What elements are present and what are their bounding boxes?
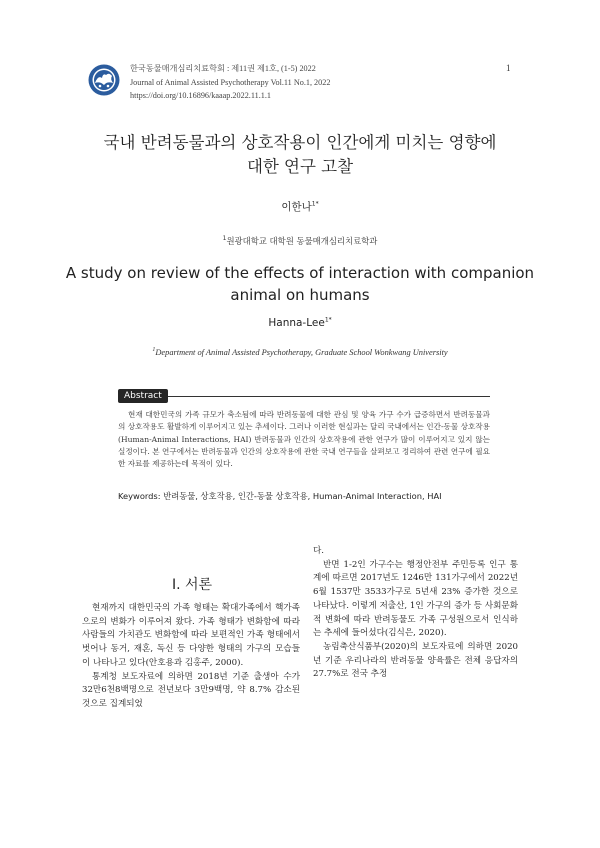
- body-paragraph: 통계청 보도자료에 의하면 2018년 기준 출생아 수가 32만6천8백명으로 전년보다 3만9백명, 약 8.7% 감소된 것으로 집계되었: [82, 671, 300, 709]
- title-english: [60, 262, 540, 306]
- page-number: 1: [506, 63, 511, 73]
- author-english-marker: 1*: [324, 316, 332, 324]
- abstract-label: Abstract: [118, 389, 168, 403]
- author-korean-name: 이한나: [281, 201, 312, 213]
- affiliation-korean: [0, 235, 600, 247]
- affiliation-korean-text: 원광대학교 대학원 동물매개심리치료학과: [226, 236, 378, 246]
- doi-link[interactable]: https://doi.org/10.16896/kaaap.2022.11.1.1: [130, 91, 271, 100]
- affiliation-english: [0, 348, 600, 357]
- author-english: [0, 317, 600, 329]
- abstract-rule: [118, 396, 490, 397]
- title-korean-line-2: 대한 연구 고찰: [246, 157, 354, 176]
- society-logo-icon: [88, 64, 120, 96]
- section-heading-introduction: Ⅰ. 서론: [171, 577, 213, 593]
- body-column-right: [313, 545, 518, 682]
- keywords: [118, 490, 498, 502]
- affiliation-english-marker: 1: [152, 347, 156, 354]
- keywords-values: 반려동물, 상호작용, 인간-동물 상호작용, Human-Animal Interaction, HAI: [163, 491, 442, 501]
- body-paragraph-continued: 다.: [313, 546, 325, 556]
- title-english-line-2: animal on humans: [230, 286, 370, 304]
- author-korean: [0, 199, 600, 214]
- body-column-left: [82, 602, 300, 712]
- body-paragraph: 농림축산식품부(2020)의 보도자료에 의하면 2020년 기준 우리나라의 반려동물 양육률은 전체 응답자의 27.7%로 전국 추정: [313, 641, 518, 680]
- journal-header: [130, 62, 330, 103]
- keywords-label: Keywords:: [118, 491, 161, 501]
- title-english-line-1: A study on review of the effects of interaction with companion: [65, 264, 535, 282]
- affiliation-korean-marker: 1: [222, 235, 227, 243]
- journal-name-en: Journal of Animal Assisted Psychotherapy Vol.11 No.1, 2022: [130, 77, 331, 87]
- affiliation-english-text: Department of Animal Assisted Psychotherapy, Graduate School Wonkwang University: [155, 348, 448, 357]
- title-korean-line-1: 국내 반려동물과의 상호작용이 인간에게 미치는 영향에: [103, 133, 497, 152]
- author-english-name: Hanna-Lee: [268, 317, 325, 329]
- body-paragraph: 현재까지 대한민국의 가족 형태는 확대가족에서 핵가족으로의 변화가 이루어져 왔다. 가족 형태가 변화함에 따라 사람들의 가치관도 변화함에 따라 보편적인 가족 형태에서 벗어나 동거, 재혼, 독신 등 다양한 형태의 가구의 모습들이 나타나고 있다(안호용과 김홍주, 2000).: [82, 603, 300, 668]
- body-paragraph: 반면 1-2인 가구수는 행정안전부 주민등록 인구 통계에 따르면 2017년도 1246만 131가구에서 2022년 6월 1537만 3533가구로 5년새 23% 증가한 것으로 나타났다. 이렇게 저출산, 1인 가구의 증가 등 사회문화적 변화에 따라 반려동물도 가족 구성원으로서 인식하는 추세에 들어섰다(김식은, 2020).: [313, 559, 518, 639]
- title-korean: [60, 131, 540, 179]
- author-korean-marker: 1*: [311, 200, 319, 208]
- abstract-body: 현재 대한민국의 가족 규모가 축소됨에 따라 반려동물에 대한 관심 및 양육 가구 수가 급증하면서 반려동물과의 상호작용도 활발하게 이루어지고 있는 추세이다. 그러나 이러한 현실과는 달리 국내에서는 인간-동물 상호작용(Human-Animal Interactions, HAI) 반려동물과 인간의 상호작용에 관한 연구가 많이 이루어지고 있지 않는 실정이다. 본 연구에서는 반려동물과 인간의 상호작용에 관한 국내 연구들을 살펴보고 정리하여 관련 연구에 필요한 자료를 제공하는데 목적이 있다.: [118, 410, 490, 469]
- journal-name-ko: 한국동물매개심리치료학회 : 제11권 제1호, (1-5) 2022: [130, 64, 316, 73]
